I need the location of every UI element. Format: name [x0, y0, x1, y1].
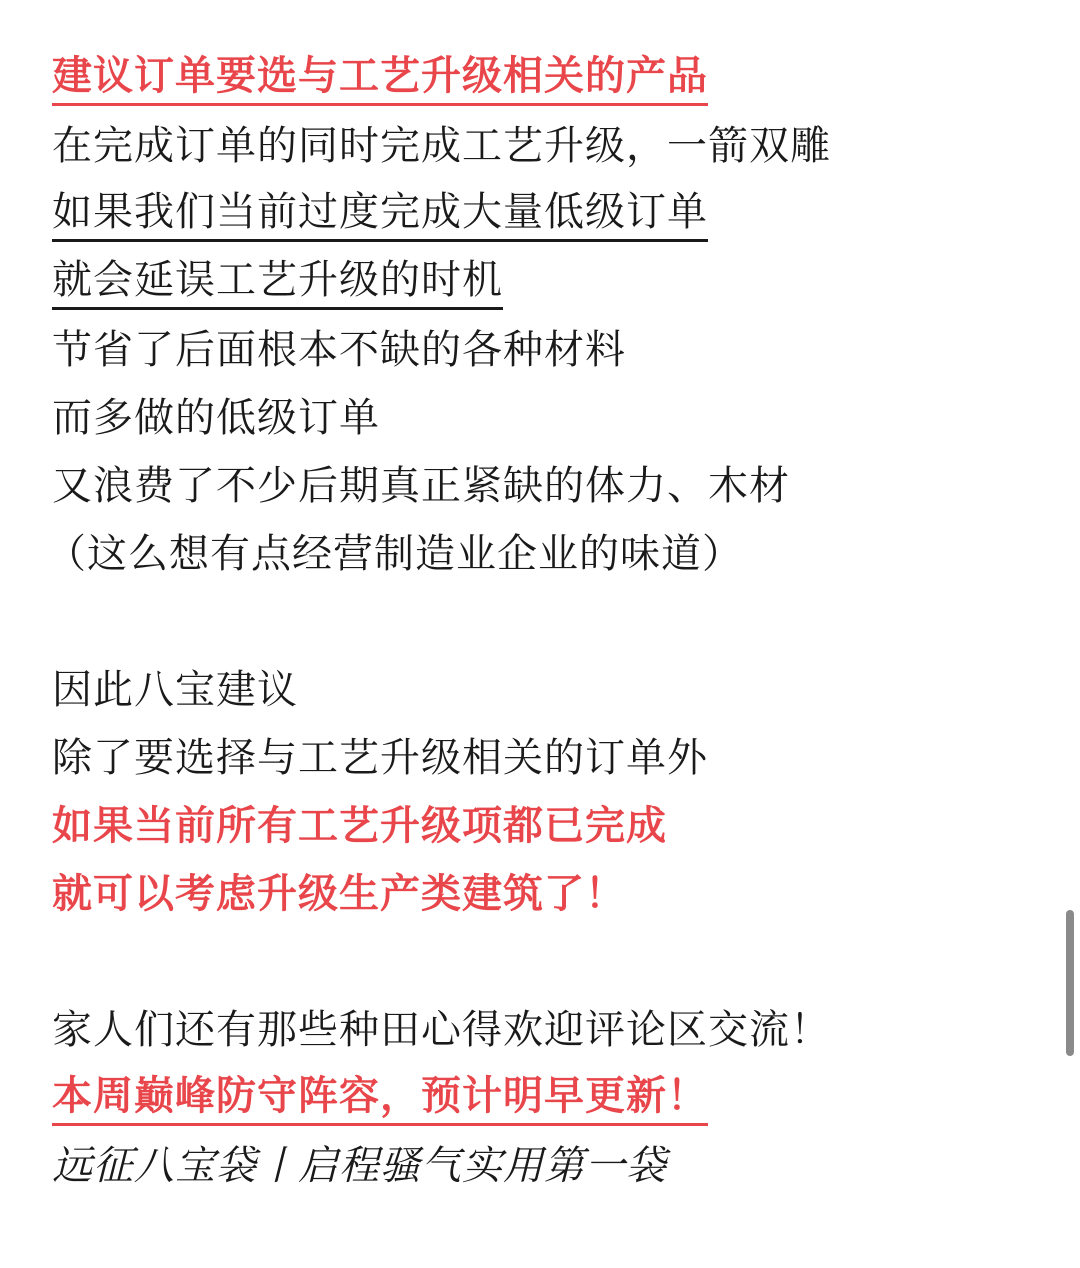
line-text: 就会延误工艺升级的时机: [52, 255, 503, 310]
highlight-update-line: [52, 1062, 1042, 1130]
underlined-text-line: [52, 246, 1042, 314]
line-text: （这么想有点经营制造业企业的味道）: [46, 531, 743, 577]
paragraph-spacer: [52, 926, 1042, 994]
highlight-text-line: [52, 790, 1042, 858]
text-line: [52, 722, 1042, 790]
text-line: [52, 314, 1042, 382]
text-line: [52, 382, 1042, 450]
line-text: 如果我们当前过度完成大量低级订单: [52, 187, 708, 242]
line-text: 如果当前所有工艺升级项都已完成: [52, 803, 667, 849]
line-text: 远征八宝袋丨启程骚气实用第一袋: [52, 1143, 667, 1189]
line-text: 建议订单要选与工艺升级相关的产品: [52, 51, 708, 106]
paragraph-spacer: [52, 586, 1042, 654]
text-line: [52, 654, 1042, 722]
line-text: 本周巅峰防守阵容，预计明早更新！: [52, 1071, 708, 1126]
highlight-text-line: [52, 858, 1042, 926]
line-text: 又浪费了不少后期真正紧缺的体力、木材: [52, 463, 790, 509]
line-text: 在完成订单的同时完成工艺升级，一箭双雕: [52, 123, 831, 169]
line-text: 而多做的低级订单: [52, 395, 380, 441]
line-text: 因此八宝建议: [52, 667, 298, 713]
text-line: [52, 994, 1042, 1062]
text-line: [52, 450, 1042, 518]
line-text: 节省了后面根本不缺的各种材料: [52, 327, 626, 373]
scrollbar-thumb[interactable]: [1066, 910, 1074, 1056]
text-line: [52, 110, 1042, 178]
parenthetical-line: [46, 518, 1042, 586]
article-body: [46, 42, 1042, 1198]
line-text: 家人们还有那些种田心得欢迎评论区交流！: [52, 1007, 831, 1053]
line-text: 除了要选择与工艺升级相关的订单外: [52, 735, 708, 781]
highlight-heading-line: [52, 42, 1042, 110]
signature-line: [52, 1130, 1042, 1198]
underlined-text-line: [52, 178, 1042, 246]
line-text: 就可以考虑升级生产类建筑了！: [52, 871, 626, 917]
